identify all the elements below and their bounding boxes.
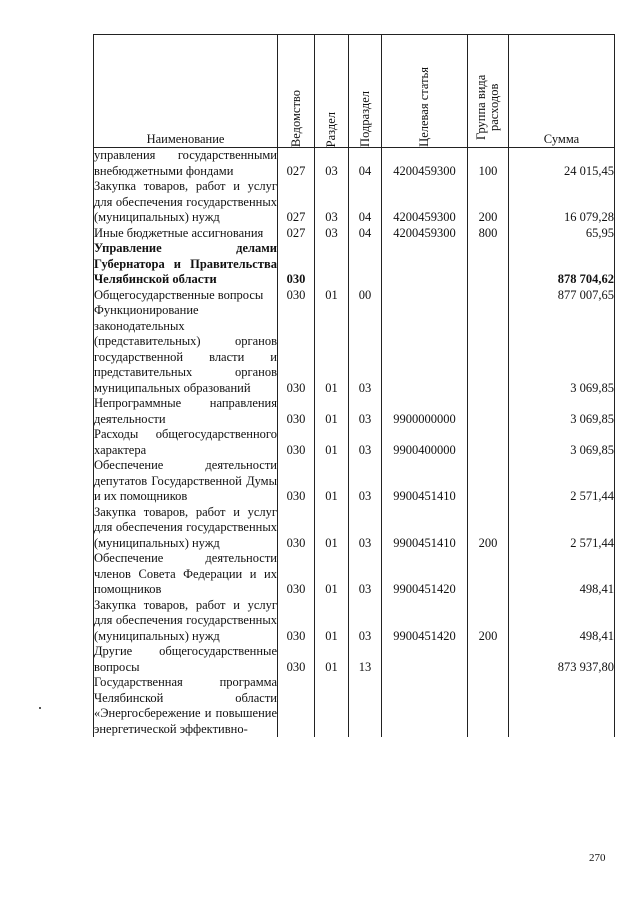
cell-vedomstvo: 030 [278,303,315,396]
cell-podrazdel: 03 [349,396,382,427]
cell-razdel: 01 [315,458,349,505]
table-header [94,35,615,148]
cell-tselevaya-statya: 9900400000 [382,427,468,458]
scan-speck [39,707,41,709]
cell-vedomstvo: 030 [278,427,315,458]
cell-podrazdel: 03 [349,505,382,552]
cell-tselevaya-statya: 4200459300 [382,179,468,226]
cell-razdel: 01 [315,396,349,427]
cell-summa: 498,41 [509,598,615,645]
cell-vedomstvo: 030 [278,288,315,304]
table-row [94,427,615,458]
table-row [94,458,615,505]
cell-razdel: 01 [315,505,349,552]
cell-summa: 24 015,45 [509,148,615,180]
cell-summa [509,675,615,737]
table-row [94,644,615,675]
table-row [94,148,615,180]
table-row [94,675,615,737]
cell-podrazdel: 13 [349,644,382,675]
cell-naimenovanie: Закупка товаров, работ и услуг для обеспечения государственных (муниципальных) нужд [94,504,277,550]
cell-gruppa-vida-rashodov [468,644,509,675]
cell-tselevaya-statya [382,288,468,304]
cell-summa: 878 704,62 [509,241,615,288]
cell-summa: 2 571,44 [509,458,615,505]
cell-summa: 877 007,65 [509,288,615,304]
header-name: Наименование [94,35,278,148]
table-row [94,551,615,598]
cell-tselevaya-statya: 4200459300 [382,226,468,242]
cell-naimenovanie: Закупка товаров, работ и услуг для обеспечения государственных (муниципальных) нужд [94,597,277,643]
cell-tselevaya-statya: 9900000000 [382,396,468,427]
cell-tselevaya-statya: 9900451420 [382,551,468,598]
cell-razdel: 01 [315,303,349,396]
cell-summa: 16 079,28 [509,179,615,226]
cell-vedomstvo: 027 [278,179,315,226]
cell-summa: 3 069,85 [509,396,615,427]
cell-razdel: 03 [315,226,349,242]
cell-tselevaya-statya: 9900451410 [382,505,468,552]
cell-naimenovanie: Обеспечение деятельности депутатов Государственной Думы и их помощников [94,458,277,503]
cell-gruppa-vida-rashodov [468,303,509,396]
cell-summa: 65,95 [509,226,615,242]
cell-podrazdel [349,675,382,737]
cell-gruppa-vida-rashodov: 800 [468,226,509,242]
cell-vedomstvo: 030 [278,396,315,427]
cell-podrazdel: 03 [349,458,382,505]
cell-razdel: 03 [315,179,349,226]
cell-naimenovanie: Другие общегосударственные вопросы [94,644,277,674]
cell-tselevaya-statya [382,241,468,288]
cell-razdel: 03 [315,148,349,180]
cell-vedomstvo: 030 [278,458,315,505]
cell-naimenovanie: Общегосударственные вопросы [94,288,278,304]
page-number: 270 [589,852,606,864]
cell-vedomstvo [278,675,315,737]
table-row [94,179,615,226]
table-row [94,505,615,552]
cell-podrazdel: 03 [349,598,382,645]
cell-podrazdel: 04 [349,226,382,242]
cell-summa: 3 069,85 [509,427,615,458]
cell-razdel [315,675,349,737]
cell-naimenovanie: Государственная программа Челябинской области «Энергосбережение и повышение энергетической эффективно- [94,675,277,736]
table-row [94,303,615,396]
cell-tselevaya-statya: 4200459300 [382,148,468,180]
cell-naimenovanie: Иные бюджетные ассигнования [94,226,278,242]
cell-gruppa-vida-rashodov: 200 [468,179,509,226]
cell-tselevaya-statya: 9900451420 [382,598,468,645]
cell-summa: 2 571,44 [509,505,615,552]
cell-summa: 873 937,80 [509,644,615,675]
cell-naimenovanie: Функционирование законодательных (представительных) органов государственной власти и представительных органов муниципальных образований [94,303,277,395]
cell-summa: 498,41 [509,551,615,598]
cell-vedomstvo: 030 [278,241,315,288]
cell-gruppa-vida-rashodov [468,458,509,505]
cell-razdel: 01 [315,551,349,598]
cell-naimenovanie: Расходы общегосударственного характера [94,427,277,457]
cell-gruppa-vida-rashodov [468,551,509,598]
cell-vedomstvo: 027 [278,226,315,242]
cell-razdel: 01 [315,288,349,304]
cell-naimenovanie: Управление делами Губернатора и Правительства Челябинской области [94,241,277,286]
header-gruppa-vida-rashodov: Группа вида расходов [468,35,509,148]
cell-podrazdel: 03 [349,427,382,458]
cell-razdel [315,241,349,288]
header-podrazdel: Подраздел [349,35,382,148]
cell-razdel: 01 [315,644,349,675]
header-summa: Сумма [509,35,615,148]
cell-gruppa-vida-rashodov: 100 [468,148,509,180]
cell-razdel: 01 [315,427,349,458]
cell-naimenovanie: управления государственными внебюджетными фондами [94,148,277,178]
cell-vedomstvo: 030 [278,505,315,552]
cell-summa: 3 069,85 [509,303,615,396]
cell-gruppa-vida-rashodov [468,288,509,304]
cell-podrazdel [349,241,382,288]
table-row [94,241,615,288]
cell-naimenovanie: Непрограммные направления деятельности [94,396,277,426]
cell-tselevaya-statya [382,644,468,675]
cell-tselevaya-statya: 9900451410 [382,458,468,505]
header-razdel: Раздел [315,35,349,148]
cell-podrazdel: 04 [349,179,382,226]
cell-podrazdel: 00 [349,288,382,304]
cell-naimenovanie: Обеспечение деятельности членов Совета Федерации и их помощников [94,551,277,596]
cell-vedomstvo: 030 [278,551,315,598]
table-row [94,226,615,242]
cell-naimenovanie: Закупка товаров, работ и услуг для обеспечения государственных (муниципальных) нужд [94,179,277,224]
cell-gruppa-vida-rashodov [468,427,509,458]
table-row [94,288,615,304]
cell-gruppa-vida-rashodov [468,675,509,737]
table-row [94,396,615,427]
cell-podrazdel: 03 [349,551,382,598]
header-tselevaya-statya: Целевая статья [382,35,468,148]
table-row [94,598,615,645]
cell-gruppa-vida-rashodov: 200 [468,505,509,552]
cell-podrazdel: 04 [349,148,382,180]
budget-table [93,34,615,737]
cell-gruppa-vida-rashodov [468,241,509,288]
cell-tselevaya-statya [382,675,468,737]
cell-tselevaya-statya [382,303,468,396]
cell-vedomstvo: 030 [278,598,315,645]
cell-gruppa-vida-rashodov: 200 [468,598,509,645]
cell-gruppa-vida-rashodov [468,396,509,427]
cell-razdel: 01 [315,598,349,645]
cell-vedomstvo: 030 [278,644,315,675]
table-body [94,148,615,738]
header-vedomstvo: Ведомство [278,35,315,148]
cell-podrazdel: 03 [349,303,382,396]
cell-vedomstvo: 027 [278,148,315,180]
